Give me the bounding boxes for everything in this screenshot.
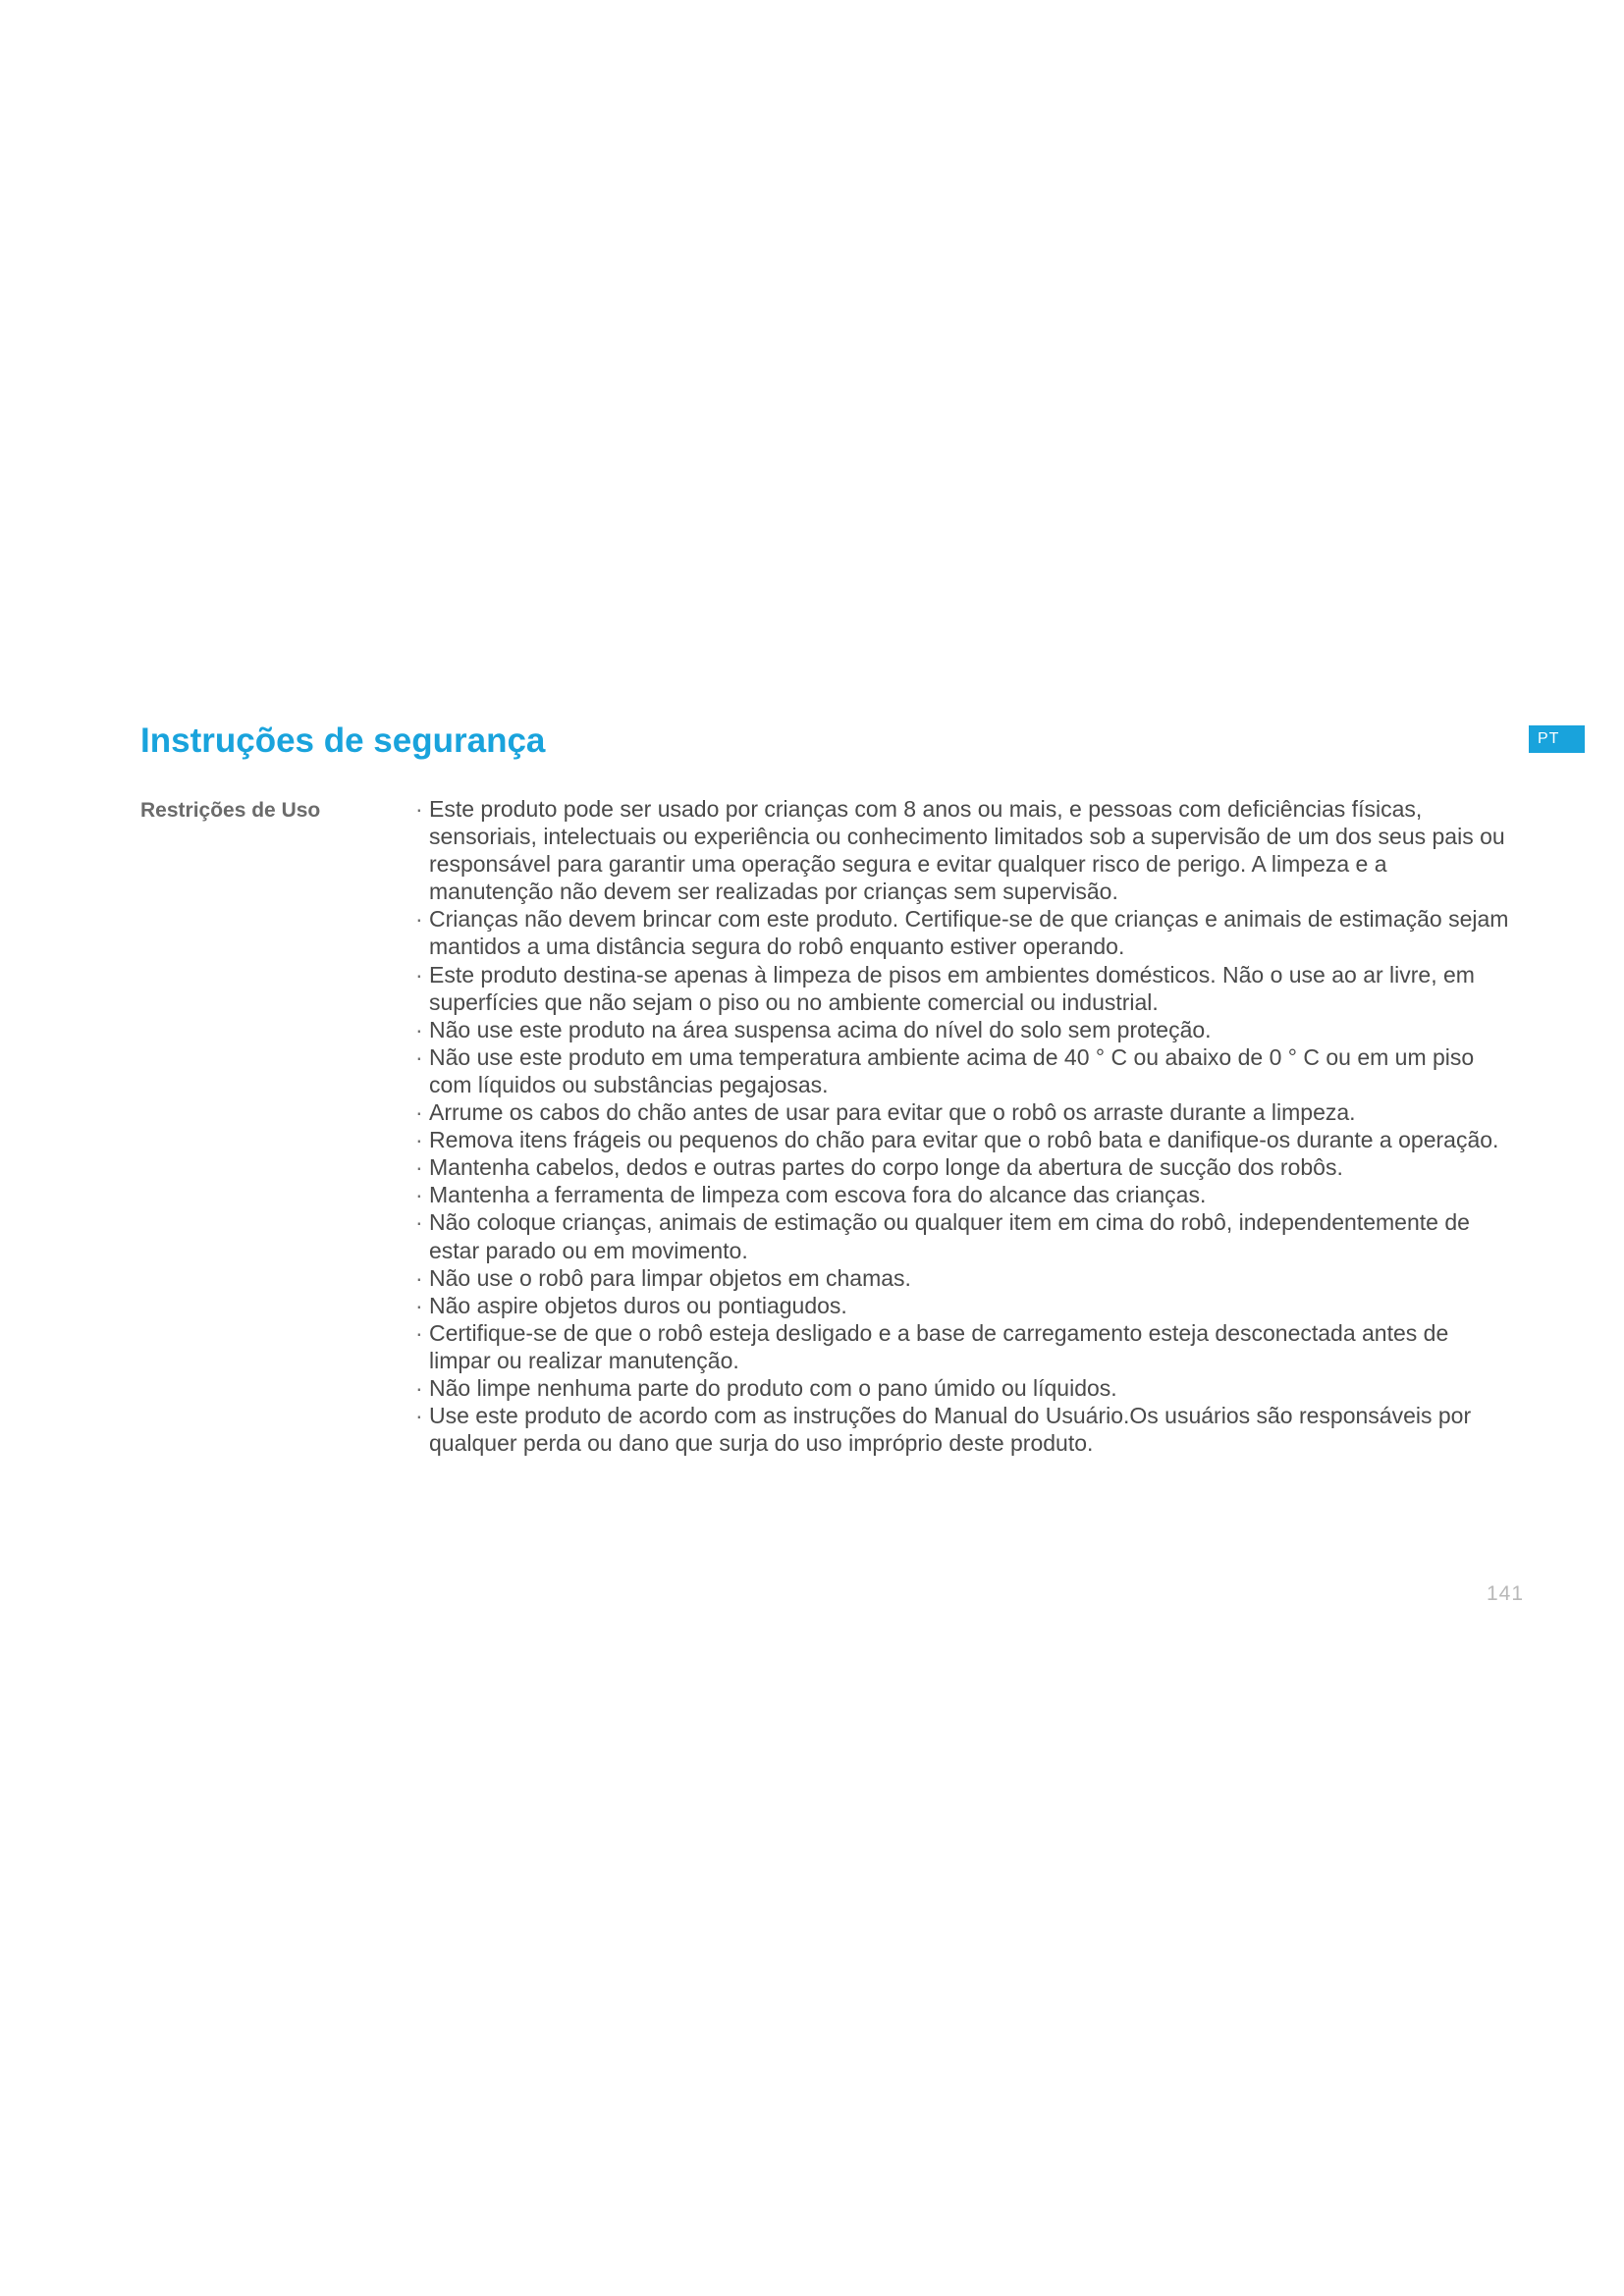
section-label: Restrições de Uso — [140, 799, 321, 822]
bullet-icon: · — [415, 796, 423, 822]
bullet-icon: · — [415, 1182, 423, 1208]
bullet-icon: · — [415, 1319, 423, 1346]
bullet-icon: · — [415, 1403, 423, 1429]
list-item-text: Este produto destina-se apenas à limpeza de pisos em ambientes domésticos. Não o use ao ar livre, em superfícies que não sejam o piso ou no ambiente comercial ou industrial. — [429, 961, 1475, 1015]
list-item-text: Não coloque crianças, animais de estimação ou qualquer item em cima do robô, independentemente de estar parado ou em movimento. — [429, 1209, 1470, 1263]
list-item-text: Não use este produto em uma temperatura ambiente acima de 40 ° C ou abaixo de 0 ° C ou em um piso com líquidos ou substâncias pegajosas. — [429, 1043, 1475, 1097]
list-item-text: Crianças não devem brincar com este produto. Certifique-se de que crianças e animais de estimação sejam mantidos a uma distância segura do robô enquanto estiver operando. — [429, 906, 1509, 960]
list-item — [412, 795, 1512, 905]
list-item-text: Mantenha a ferramenta de limpeza com escova fora do alcance das crianças. — [429, 1182, 1207, 1208]
bullet-icon: · — [415, 1043, 423, 1070]
list-item — [412, 1098, 1512, 1126]
page-number: 141 — [1487, 1582, 1525, 1605]
bullet-icon: · — [415, 1127, 423, 1153]
list-item — [412, 1153, 1512, 1181]
list-item-text: Mantenha cabelos, dedos e outras partes do corpo longe da abertura de sucção dos robôs. — [429, 1154, 1343, 1181]
bullet-icon: · — [415, 1016, 423, 1042]
list-item — [412, 1126, 1512, 1153]
list-item-text: Não use este produto na área suspensa acima do nível do solo sem proteção. — [429, 1016, 1212, 1042]
list-item — [412, 1292, 1512, 1319]
list-item-text: Este produto pode ser usado por crianças com 8 anos ou mais, e pessoas com deficiências físicas, sensoriais, intelectuais ou experiência ou conhecimento limitados sob a supervisão de um dos seus pais ou responsável para garantir uma operação segura e evitar qualquer risco de perigo. A limpeza e a manutenção não devem ser realizadas por crianças sem supervisão. — [429, 796, 1505, 905]
bullet-icon: · — [415, 1154, 423, 1181]
list-item-text: Não use o robô para limpar objetos em chamas. — [429, 1264, 911, 1291]
bullet-icon: · — [415, 1292, 423, 1318]
list-item-text: Arrume os cabos do chão antes de usar para evitar que o robô os arraste durante a limpeza. — [429, 1099, 1356, 1126]
bullet-icon: · — [415, 1264, 423, 1291]
usage-restrictions-list — [412, 795, 1512, 1457]
bullet-icon: · — [415, 906, 423, 933]
list-item — [412, 961, 1512, 1016]
list-item-text: Não aspire objetos duros ou pontiagudos. — [429, 1292, 847, 1318]
list-item — [412, 1043, 1512, 1098]
list-item — [412, 1208, 1512, 1263]
list-item — [412, 1319, 1512, 1374]
list-item — [412, 1402, 1512, 1457]
bullet-icon: · — [415, 1099, 423, 1126]
list-item — [412, 905, 1512, 960]
list-item-text: Use este produto de acordo com as instruções do Manual do Usuário.Os usuários são responsáveis por qualquer perda ou dano que surja do uso impróprio deste produto. — [429, 1403, 1472, 1457]
list-item-text: Não limpe nenhuma parte do produto com o pano úmido ou líquidos. — [429, 1374, 1117, 1401]
list-item-text: Certifique-se de que o robô esteja desligado e a base de carregamento esteja desconectada antes de limpar ou realizar manutenção. — [429, 1319, 1449, 1373]
list-item-text: Remova itens frágeis ou pequenos do chão para evitar que o robô bata e danifique-os durante a operação. — [429, 1127, 1499, 1153]
list-item — [412, 1181, 1512, 1208]
page-title: Instruções de segurança — [140, 721, 546, 760]
bullet-icon: · — [415, 961, 423, 988]
list-item — [412, 1016, 1512, 1043]
list-item — [412, 1374, 1512, 1402]
language-badge: PT — [1529, 725, 1585, 753]
bullet-icon: · — [415, 1209, 423, 1236]
bullet-icon: · — [415, 1374, 423, 1401]
list-item — [412, 1264, 1512, 1292]
